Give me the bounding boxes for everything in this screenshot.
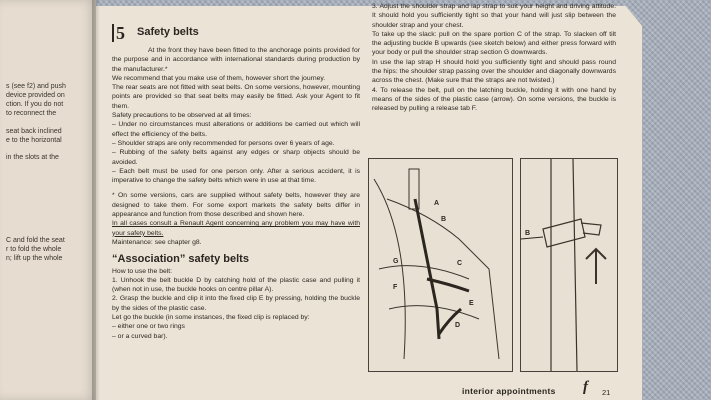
association-title: “Association” safety belts <box>112 253 249 266</box>
left-page <box>0 0 96 400</box>
left-fragment: e to the horizontal <box>6 137 62 144</box>
paragraph: – Each belt must be used for one person only. After a serious accident, it is imperative to change the safety belts which were in use at that time. <box>112 167 360 185</box>
paragraph: We recommend that you make use of them, however short the journey. <box>112 74 326 82</box>
step: 1. Unhook the belt buckle D by catching hold of the plastic case and pulling it (when not in use, the buckle hooks on centre pillar A). <box>112 276 360 294</box>
paragraph: – Under no circumstances must alterations or additions be carried out which will effect the efficiency of the belts. <box>112 121 360 138</box>
left-fragment: ction. If you do not <box>6 101 64 108</box>
belt-diagram-right <box>520 158 618 372</box>
step: – either one or two rings <box>112 323 185 331</box>
left-fragment: in the slots at the <box>6 154 59 161</box>
footnote: * On some versions, cars are supplied without safety belts, however they are designed to take them. For some export markets the safety belts differ in appearance and function from those described and shown here. <box>112 192 360 219</box>
label-b: B <box>441 216 447 223</box>
paragraph: – Rubbing of the safety belts against any edges or sharp objects should be avoided. <box>112 149 360 166</box>
label-b: B <box>525 230 531 237</box>
paragraph: – Shoulder straps are only recommended for persons over 6 years of age. <box>112 139 335 147</box>
paragraph: To take up the slack: pull on the spare portion C of the strap. To slacken off tilt the adjusting buckle B upwards (see sketch below) and either press forward with your body or pull the shoulder strap section G downwards. <box>372 30 616 57</box>
agent-note: In all cases consult a Renault Agent concerning any problem you may have with your safety belts. <box>112 220 360 237</box>
label-c: C <box>457 260 463 267</box>
paragraph: In use the lap strap H should hold you sufficiently tight and should pass round the hips: the shoulder strap passing over the shoulder and diagonally downwards across the chest. (Make sure that the straps are not twisted.) <box>372 58 616 85</box>
safety-belts-column <box>112 24 360 341</box>
section-header <box>112 24 360 42</box>
left-fragment: r to fold the whole <box>6 246 62 253</box>
label-a: A <box>434 200 440 207</box>
paragraph: The rear seats are not fitted with seat belts. On some versions, however, mounting points are provided so that seat belts may easily be fitted. Ask your Agent to fit them. <box>112 84 360 110</box>
book-spine <box>92 0 100 400</box>
seat-belt-illustration <box>369 159 512 371</box>
label-d: D <box>455 322 461 329</box>
page-number: 21 <box>602 388 611 397</box>
footer-section-letter: f <box>583 379 588 395</box>
left-fragment: device provided on <box>6 92 65 99</box>
maintenance-note: Maintenance: see chapter g8. <box>112 238 202 246</box>
label-f: F <box>393 284 398 291</box>
left-fragment: to reconnect the <box>6 110 57 117</box>
paragraph: At the front they have been fitted to the anchorage points provided for the purpose and in accordance with international standards during production by the manufacturer.* <box>112 47 360 73</box>
paragraph: 4. To release the belt, pull on the latching buckle, holding it with one hand by means of the sides of the plastic case (arrow). On some versions, the buckle is released by pulling a release tab F. <box>372 86 616 113</box>
label-g: G <box>393 258 399 265</box>
section-number: 5 <box>112 24 125 42</box>
left-fragment: C and fold the seat <box>6 237 65 244</box>
step: – or a curved bar). <box>112 332 168 340</box>
label-e: E <box>469 300 474 307</box>
buckle-illustration <box>521 159 617 371</box>
belt-diagram-left <box>368 158 513 372</box>
instructions-column <box>372 2 616 114</box>
step: 2. Grasp the buckle and clip it into the fixed clip E by pressing, holding the buckle by the sides of the plastic case. <box>112 295 360 312</box>
paragraph: Safety precautions to be observed at all times: <box>112 112 252 120</box>
paragraph: How to use the belt: <box>112 267 173 275</box>
step: Let go the buckle (in some instances, the fixed clip is replaced by: <box>112 314 310 322</box>
paragraph: 3. Adjust the shoulder strap and lap strap to suit your height and driving attitude. It should hold you sufficiently tight so that your hand will just slip between the shoulder strap and your chest. <box>372 3 616 29</box>
left-fragment: seat back inclined <box>6 128 62 135</box>
left-fragment: n; lift up the whole <box>6 255 63 262</box>
section-title: Safety belts <box>137 26 199 39</box>
footer-section-name: interior appointments <box>462 386 556 396</box>
left-fragment: s (see f2) and push <box>6 83 66 90</box>
